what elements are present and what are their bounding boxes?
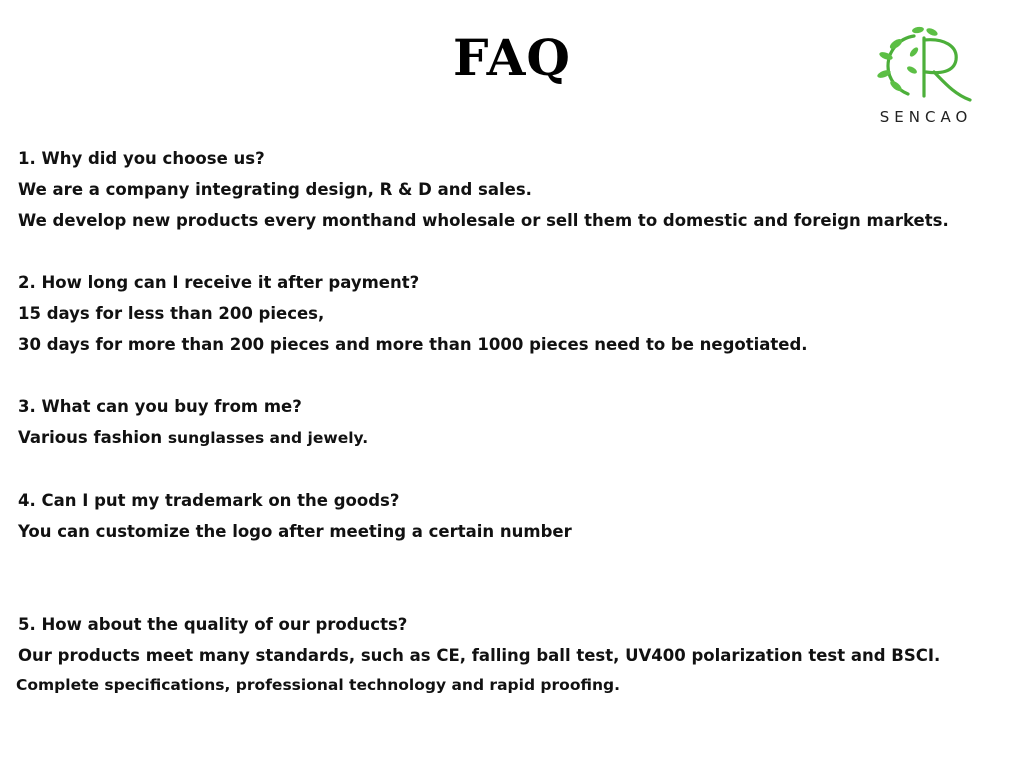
faq-item-1 <box>18 143 1018 236</box>
brand-logo <box>868 24 988 134</box>
spacer <box>18 360 1018 391</box>
page-title: FAQ <box>453 28 571 87</box>
spacer <box>18 236 1018 267</box>
faq-answer: We develop new products every monthand wholesale or sell them to domestic and foreign markets. <box>18 211 949 230</box>
faq-question: 4. Can I put my trademark on the goods? <box>18 491 400 510</box>
faq-item-3 <box>18 391 1018 454</box>
leaf-r-monogram-icon <box>874 24 978 108</box>
faq-answer: 15 days for less than 200 pieces, <box>18 304 325 323</box>
faq-answer-part: sunglasses and jewely. <box>167 429 369 447</box>
faq-answer: Complete specifications, professional technology and rapid proofing. <box>16 676 620 694</box>
spacer <box>18 454 1018 485</box>
faq-answer: 30 days for more than 200 pieces and more than 1000 pieces need to be negotiated. <box>18 335 808 354</box>
faq-question: 2. How long can I receive it after payment? <box>18 273 420 292</box>
faq-question: 5. How about the quality of our products? <box>18 615 408 634</box>
faq-question: 1. Why did you choose us? <box>18 149 265 168</box>
faq-answer: Our products meet many standards, such as CE, falling ball test, UV400 polarization test and BSCI. <box>18 646 941 665</box>
faq-item-4 <box>18 485 1018 547</box>
faq-item-2 <box>18 267 1018 360</box>
faq-answer: We are a company integrating design, R & D and sales. <box>18 180 532 199</box>
spacer <box>18 547 1018 609</box>
brand-name: SENCAO <box>879 108 973 126</box>
faq-answer: You can customize the logo after meeting a certain number <box>18 522 572 541</box>
faq-question: 3. What can you buy from me? <box>18 397 302 416</box>
faq-answer <box>18 422 1018 454</box>
faq-list <box>18 143 1018 698</box>
faq-answer-part: Various fashion <box>18 428 163 447</box>
faq-item-5 <box>18 609 1018 698</box>
